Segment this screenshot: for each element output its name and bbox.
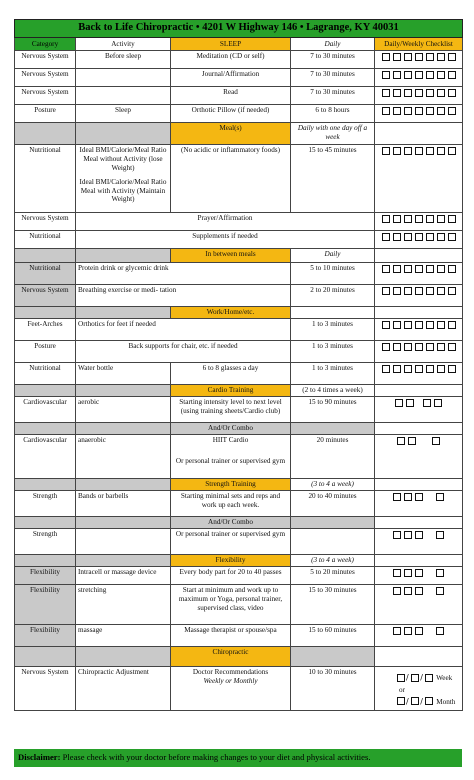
item-cell: Supplements if needed — [76, 231, 375, 249]
daily-checkboxes[interactable] — [375, 145, 463, 213]
category-cell: Flexibility — [15, 585, 76, 625]
cardio-frequency: (2 to 4 times a week) — [291, 385, 375, 397]
activity-cell: massage — [76, 625, 171, 647]
item-cell: Read — [171, 87, 291, 105]
category-cell: Nervous System — [15, 285, 76, 307]
category-cell: Nutritional — [15, 145, 76, 213]
month-label: Month — [436, 697, 456, 706]
time-cell: 15 to 30 minutes — [291, 585, 375, 625]
daily-checkboxes[interactable] — [375, 341, 463, 363]
daily-checkboxes[interactable] — [375, 87, 463, 105]
daily-checkboxes[interactable] — [375, 285, 463, 307]
category-cell: Nutritional — [15, 263, 76, 285]
item-cell: (No acidic or inflammatory foods) — [171, 145, 291, 213]
strength-frequency: (3 to 4 a week) — [291, 479, 375, 491]
time-cell: 7 to 30 minutes — [291, 51, 375, 69]
weekly-checkboxes[interactable] — [375, 585, 463, 625]
strength-section-header: Strength Training — [171, 479, 291, 491]
activity-cell — [76, 69, 171, 87]
daily-checkboxes[interactable] — [375, 231, 463, 249]
category-cell: Nutritional — [15, 363, 76, 385]
flexibility-section-header: Flexibility — [171, 555, 291, 567]
time-cell: 7 to 30 minutes — [291, 87, 375, 105]
meal-plan-lose: Ideal BMI/Calorie/Meal Ratio Meal without Activity (lose Weight) — [79, 146, 167, 172]
weekly-checkboxes[interactable] — [375, 625, 463, 647]
sleep-section-header: SLEEP — [171, 37, 291, 51]
checklist-table — [14, 19, 463, 711]
category-cell: Cardiovascular — [15, 397, 76, 423]
activity-cell: Protein drink or glycemic drink — [76, 263, 291, 285]
time-cell: 6 to 8 hours — [291, 105, 375, 123]
daily-checkboxes[interactable] — [375, 213, 463, 231]
category-cell: Nervous System — [15, 667, 76, 711]
activity-cell: stretching — [76, 585, 171, 625]
daily-checkboxes[interactable] — [375, 51, 463, 69]
category-cell: Nervous System — [15, 213, 76, 231]
and-or-combo-label: And/Or Combo — [171, 517, 291, 529]
item-cell: Starting intensity level to next level (using training sheets/Cardio club) — [171, 397, 291, 423]
weekly-checkboxes[interactable] — [375, 435, 463, 479]
daily-checkboxes[interactable] — [375, 363, 463, 385]
time-cell: 15 to 90 minutes — [291, 397, 375, 423]
item-cell: Meditation (CD or self) — [171, 51, 291, 69]
disclaimer-text: Please check with your doctor before making changes to your diet and physical activities. — [62, 752, 371, 762]
activity-cell: Breathing exercise or medi- tation — [76, 285, 291, 307]
checklist-header: Daily/Weekly Checklist — [375, 37, 463, 51]
time-cell: 5 to 20 minutes — [291, 567, 375, 585]
category-cell: Strength — [15, 529, 76, 555]
weekly-or-monthly-label: Weekly or Monthly — [203, 676, 258, 685]
between-meals-frequency: Daily — [291, 249, 375, 263]
time-cell: 15 to 60 minutes — [291, 625, 375, 647]
item-cell: Or personal trainer or supervised gym — [171, 529, 291, 555]
category-header: Category — [15, 37, 76, 51]
category-cell: Posture — [15, 341, 76, 363]
meals-frequency: Daily with one day off a week — [291, 123, 375, 145]
chiropractic-section-header: Chiropractic — [171, 647, 291, 667]
month-checkboxes[interactable]: / / — [395, 697, 434, 706]
work-home-header: Work/Home/etc. — [171, 307, 291, 319]
item-cell: Prayer/Affirmation — [76, 213, 375, 231]
category-cell: Nervous System — [15, 87, 76, 105]
activity-cell: Sleep — [76, 105, 171, 123]
time-cell: 7 to 30 minutes — [291, 69, 375, 87]
category-cell: Nervous System — [15, 69, 76, 87]
category-cell: Cardiovascular — [15, 435, 76, 479]
weekly-checkboxes[interactable] — [375, 529, 463, 555]
daily-checkboxes[interactable] — [375, 69, 463, 87]
weekly-checkboxes[interactable] — [375, 567, 463, 585]
daily-checkboxes[interactable] — [375, 319, 463, 341]
activity-cell: Water bottle — [76, 363, 171, 385]
meals-section-header: Meal(s) — [171, 123, 291, 145]
item-cell: 6 to 8 glasses a day — [171, 363, 291, 385]
category-cell: Posture — [15, 105, 76, 123]
item-cell: Orthotic Pillow (if needed) — [171, 105, 291, 123]
activity-header: Activity — [76, 37, 171, 51]
time-cell: 20 to 40 minutes — [291, 491, 375, 517]
hiit-cardio-label: HIIT Cardio — [212, 436, 249, 445]
time-cell: 20 minutes — [291, 435, 375, 479]
cardio-section-header: Cardio Training — [171, 385, 291, 397]
week-checkboxes[interactable]: / / — [395, 673, 434, 682]
category-cell: Nutritional — [15, 231, 76, 249]
category-cell: Feet-Arches — [15, 319, 76, 341]
activity-cell: Back supports for chair, etc. if needed — [76, 341, 291, 363]
time-cell: 1 to 3 minutes — [291, 363, 375, 385]
item-cell: Starting minimal sets and reps and work up each week. — [171, 491, 291, 517]
disclaimer-label: Disclaimer: — [18, 752, 61, 762]
category-cell: Strength — [15, 491, 76, 517]
item-cell: Start at minimum and work up to maximum or Yoga, personal trainer, supervised class, video — [171, 585, 291, 625]
weekly-checkboxes[interactable] — [375, 491, 463, 517]
flexibility-frequency: (3 to 4 a week) — [291, 555, 375, 567]
item-cell — [171, 435, 291, 479]
activity-cell: aerobic — [76, 397, 171, 423]
or-label: or — [399, 685, 405, 694]
time-cell: 1 to 3 minutes — [291, 341, 375, 363]
category-cell: Flexibility — [15, 567, 76, 585]
item-cell: Journal/Affirmation — [171, 69, 291, 87]
time-cell: 1 to 3 minutes — [291, 319, 375, 341]
time-cell: 2 to 20 minutes — [291, 285, 375, 307]
daily-checkboxes[interactable] — [375, 263, 463, 285]
activity-cell: Bands or barbells — [76, 491, 171, 517]
time-cell: 5 to 10 minutes — [291, 263, 375, 285]
page-title: Back to Life Chiropractic • 4201 W Highway 146 • Lagrange, KY 40031 — [15, 20, 463, 38]
trainer-option-label: Or personal trainer or supervised gym — [175, 456, 286, 465]
activity-cell — [76, 87, 171, 105]
activity-cell: Intracell or massage device — [76, 567, 171, 585]
activity-cell: Before sleep — [76, 51, 171, 69]
checklist-sheet — [14, 19, 462, 711]
between-meals-header: In between meals — [171, 249, 291, 263]
category-cell: Flexibility — [15, 625, 76, 647]
time-cell: 15 to 45 minutes — [291, 145, 375, 213]
item-cell — [171, 667, 291, 711]
activity-cell: Chiropractic Adjustment — [76, 667, 171, 711]
and-or-combo-label: And/Or Combo — [171, 423, 291, 435]
chiro-checklist — [375, 667, 463, 711]
activity-cell: anaerobic — [76, 435, 171, 479]
time-cell: 10 to 30 minutes — [291, 667, 375, 711]
meal-plan-maintain: Ideal BMI/Calorie/Meal Ratio Meal with Activity (Maintain Weight) — [79, 178, 167, 204]
activity-cell: Orthotics for feet if needed — [76, 319, 291, 341]
item-cell: Every body part for 20 to 40 passes — [171, 567, 291, 585]
disclaimer-bar — [14, 749, 462, 767]
daily-checkboxes[interactable] — [375, 105, 463, 123]
sleep-frequency: Daily — [291, 37, 375, 51]
category-cell: Nervous System — [15, 51, 76, 69]
doctor-recommendations-label: Doctor Recommendations — [192, 668, 269, 677]
weekly-checkboxes[interactable] — [375, 397, 463, 423]
week-label: Week — [436, 674, 453, 683]
activity-cell — [76, 145, 171, 213]
item-cell: Massage therapist or spouse/spa — [171, 625, 291, 647]
